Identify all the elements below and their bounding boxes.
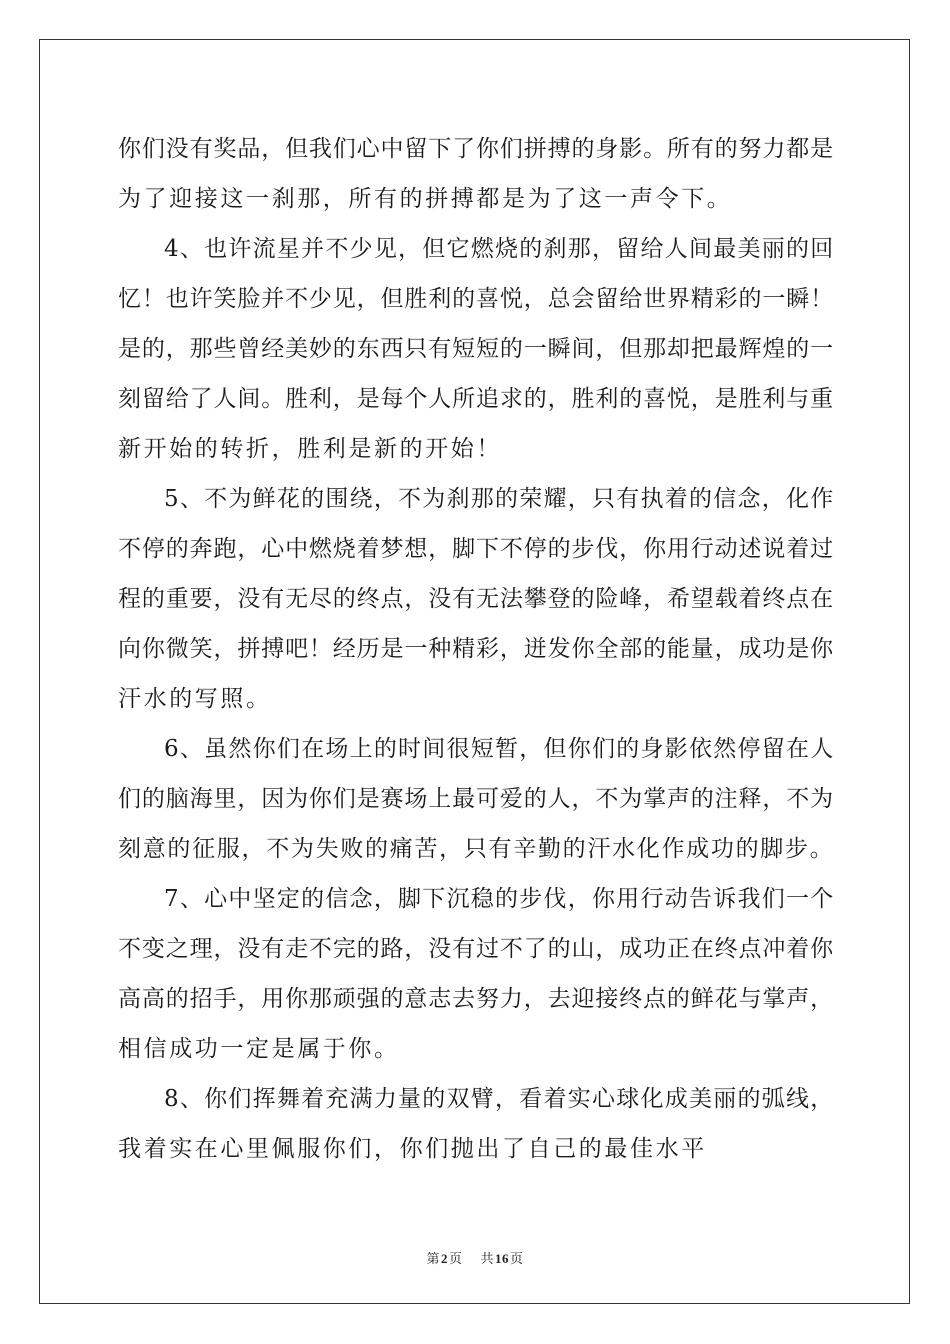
text-line-18: 高高的招手，用你那顽强的意志去努力，去迎接终点的鲜花与掌声， xyxy=(118,986,834,1012)
text-line-1: 你们没有奖品，但我们心中留下了你们拼搏的身影。所有的努力都是 xyxy=(118,136,834,162)
text-line-21: 我着实在心里佩服你们，你们抛出了自己的最佳水平 xyxy=(118,1136,707,1162)
page-prefix: 第 xyxy=(426,1251,440,1266)
page-number: 2 xyxy=(440,1251,448,1266)
text-line-7: 新开始的转折，胜利是新的开始！ xyxy=(118,436,502,462)
text-line-5: 是的，那些曾经美妙的东西只有短短的一瞬间，但那却把最辉煌的一 xyxy=(118,336,834,362)
page-footer xyxy=(0,1248,950,1267)
text-line-15: 刻意的征服，不为失败的痛苦，只有辛勤的汗水化作成功的脚步。 xyxy=(118,836,835,862)
text-line-6: 刻留给了人间。胜利，是每个人所追求的，胜利的喜悦，是胜利与重 xyxy=(118,386,834,412)
text-line-14: 们的脑海里，因为你们是赛场上最可爱的人，不为掌声的注释，不为 xyxy=(118,786,834,812)
text-line-4: 忆！也许笑脸并不少见，但胜利的喜悦，总会留给世界精彩的一瞬！ xyxy=(118,286,834,312)
text-line-13: 6、虽然你们在场上的时间很短暂，但你们的身影依然停留在人 xyxy=(164,736,835,762)
text-line-8: 5、不为鲜花的围绕，不为刹那的荣耀，只有执着的信念，化作 xyxy=(164,486,835,512)
text-line-19: 相信成功一定是属于你。 xyxy=(118,1036,400,1062)
text-line-20: 8、你们挥舞着充满力量的双臂，看着实心球化成美丽的弧线， xyxy=(164,1086,835,1112)
total-pages: 16 xyxy=(495,1251,510,1266)
text-line-11: 向你微笑，拼搏吧！经历是一种精彩，迸发你全部的能量，成功是你 xyxy=(118,636,834,662)
document-body xyxy=(118,124,834,1174)
page-suffix: 页 xyxy=(448,1251,463,1266)
total-prefix: 共 xyxy=(480,1251,495,1266)
text-line-10: 程的重要，没有无尽的终点，没有无法攀登的险峰，希望载着终点在 xyxy=(118,586,834,612)
text-line-17: 不变之理，没有走不完的路，没有过不了的山，成功正在终点冲着你 xyxy=(118,936,834,962)
text-line-2: 为了迎接这一刹那，所有的拼搏都是为了这一声令下。 xyxy=(118,186,733,212)
text-line-9: 不停的奔跑，心中燃烧着梦想，脚下不停的步伐，你用行动述说着过 xyxy=(118,536,834,562)
text-line-12: 汗水的写照。 xyxy=(118,686,272,712)
total-suffix: 页 xyxy=(510,1251,524,1266)
text-line-16: 7、心中坚定的信念，脚下沉稳的步伐，你用行动告诉我们一个 xyxy=(164,886,835,912)
text-line-3: 4、也许流星并不少见，但它燃烧的刹那，留给人间最美丽的回 xyxy=(164,236,835,262)
